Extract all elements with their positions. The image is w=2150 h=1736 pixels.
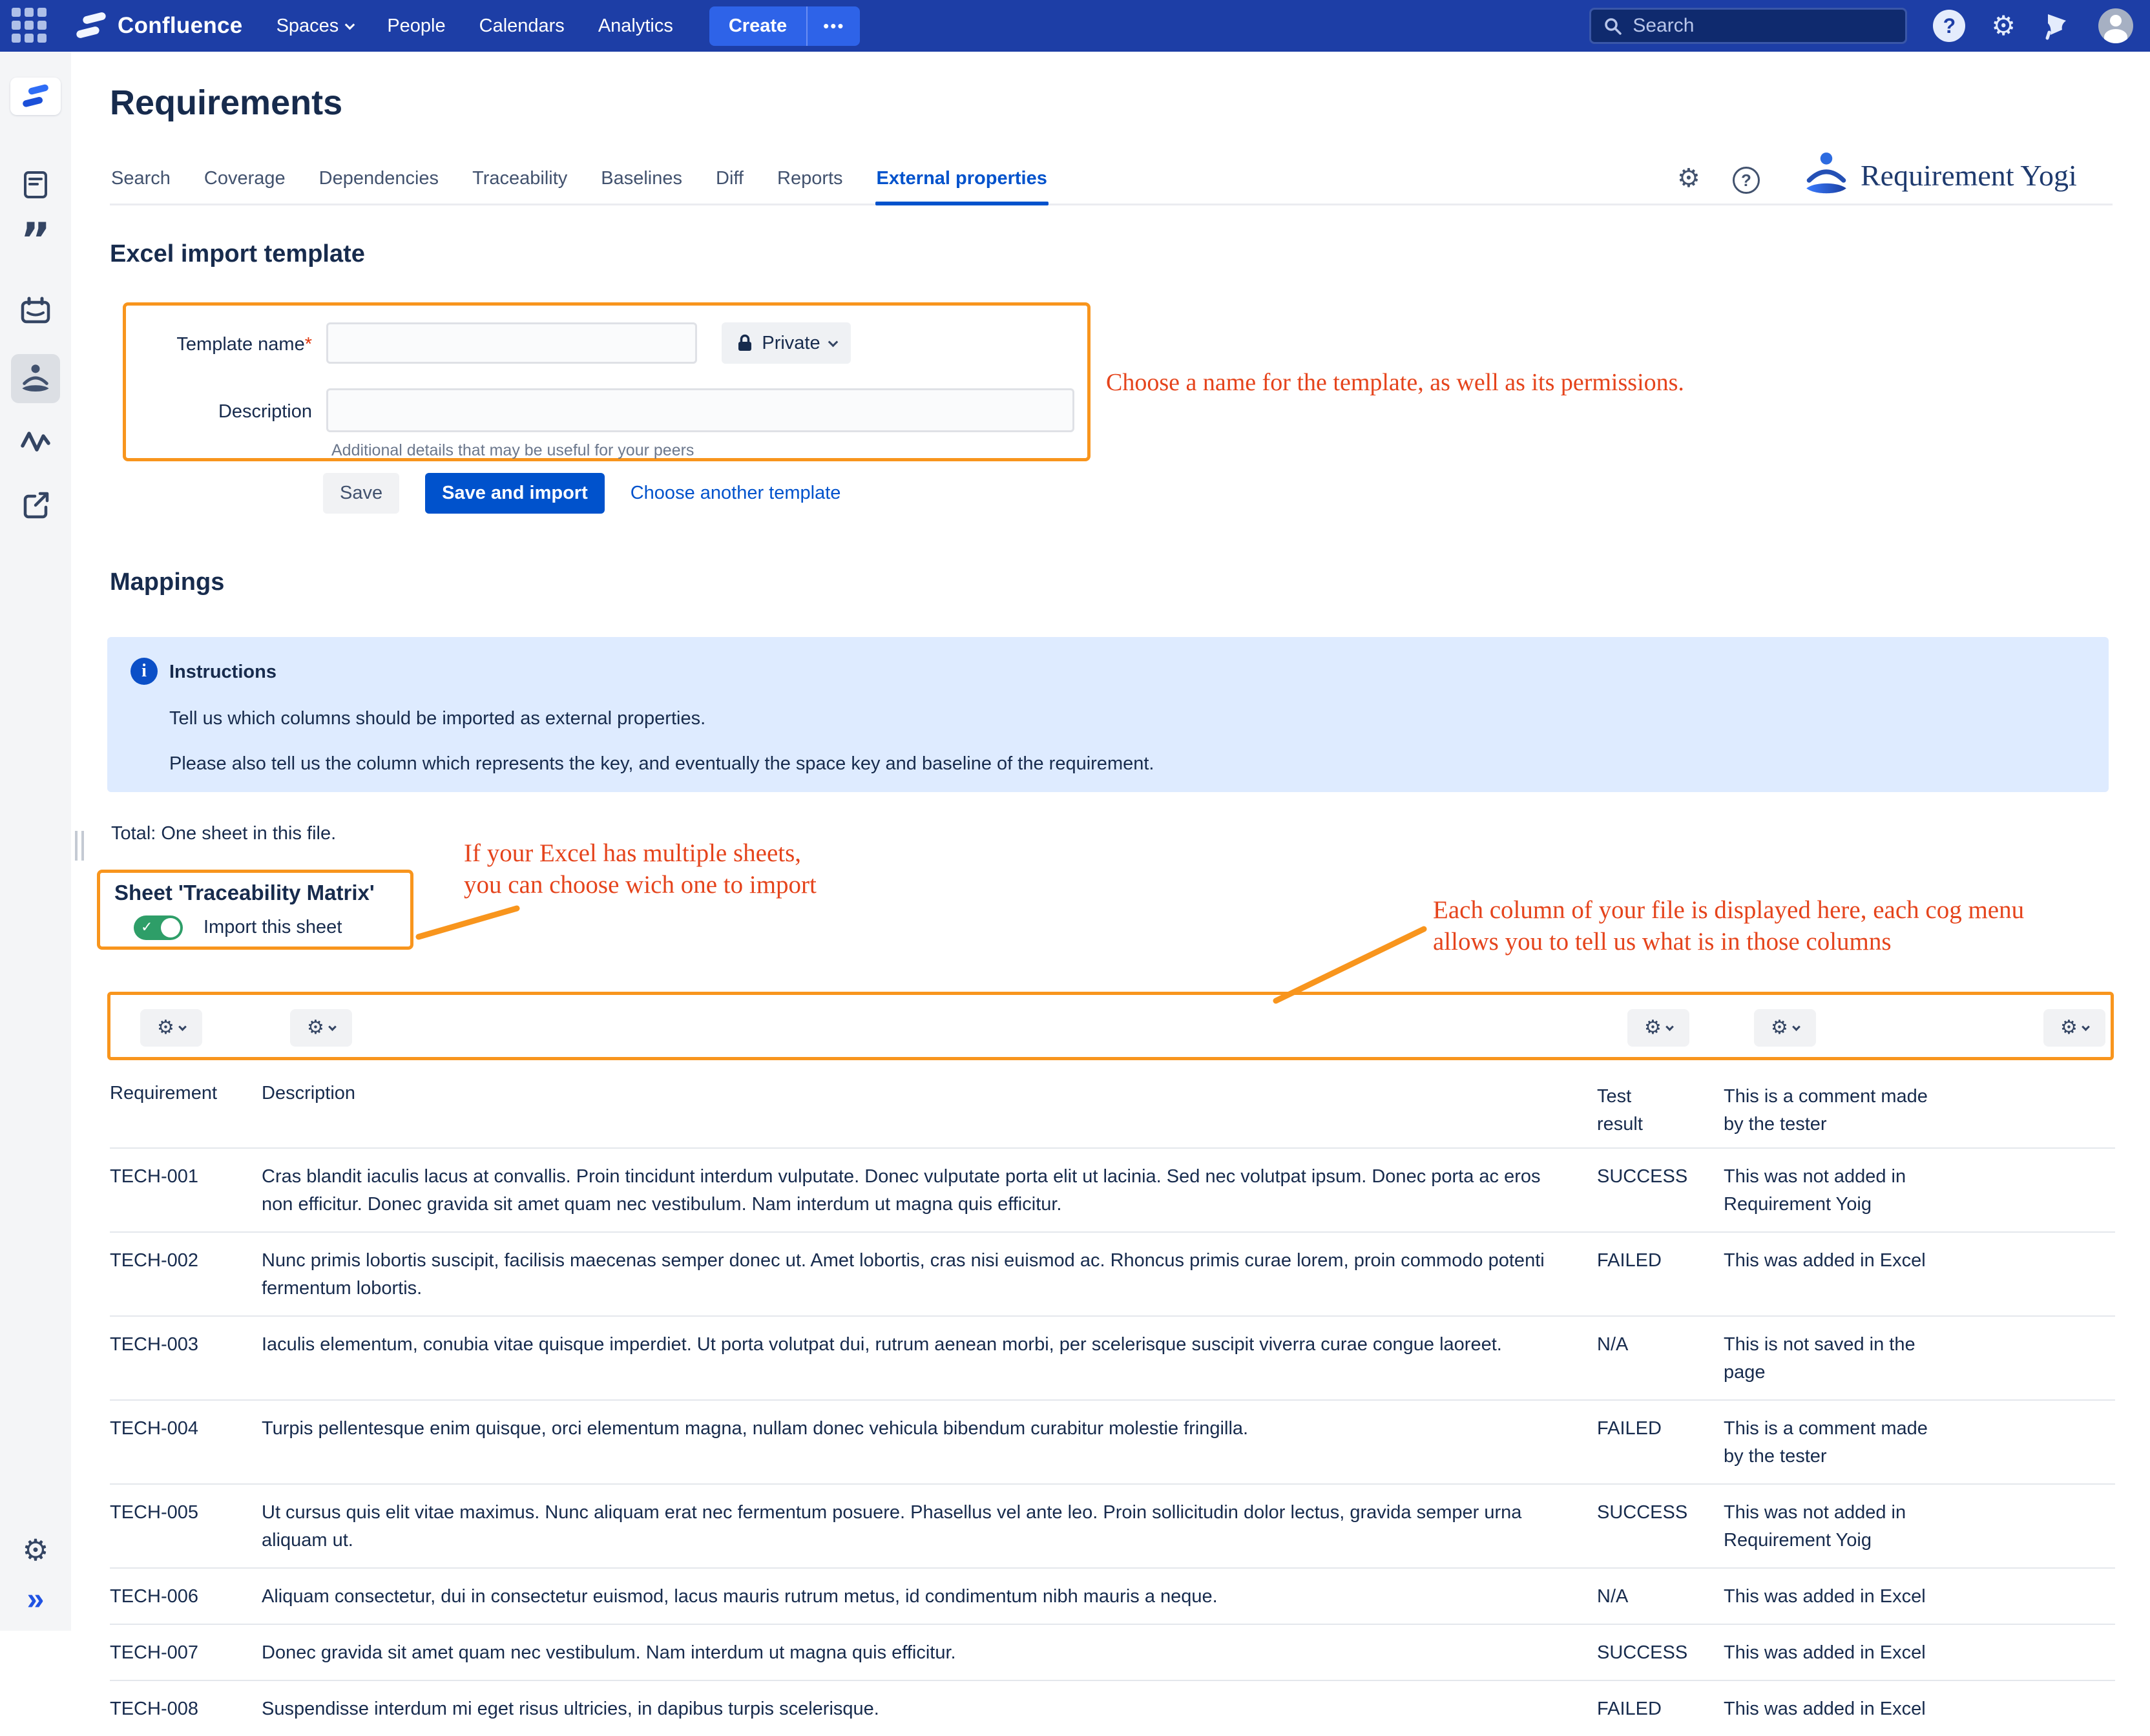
cell-description: Turpis pellentesque enim quisque, orci elementum magna, nullam donec vehicula bibendum curabitur molestie fringilla. (262, 1418, 1249, 1439)
announcement-flag-icon[interactable] (2041, 10, 2072, 41)
gear-icon: ⚙ (22, 1533, 49, 1567)
header-requirement: Requirement (110, 1083, 218, 1103)
sidebar-settings[interactable] (0, 1535, 71, 1565)
required-asterisk: * (304, 334, 312, 355)
cell-test-result: N/A (1597, 1586, 1629, 1607)
panel-drag-handle[interactable] (75, 831, 84, 861)
cell-comment: This was added in Excel (1724, 1586, 1926, 1607)
template-name-input[interactable] (326, 322, 697, 364)
info-icon: i (130, 658, 158, 685)
cell-requirement-key: TECH-008 (110, 1699, 198, 1719)
sidebar-item-requirement-yogi-active[interactable] (11, 354, 60, 403)
cell-test-result: FAILED (1597, 1699, 1662, 1719)
import-sheet-label: Import this sheet (204, 917, 342, 937)
column-cog-menu-description[interactable] (290, 1009, 352, 1047)
tab-coverage[interactable]: Coverage (204, 168, 286, 189)
confluence-logo-icon (19, 83, 52, 110)
document-icon (20, 169, 51, 200)
save-button[interactable]: Save (323, 473, 399, 514)
cell-comment: This is not saved in the page (1724, 1334, 1915, 1383)
external-link-icon (20, 490, 51, 521)
top-navigation-bar (0, 0, 2150, 52)
cog-icon: ⚙ (1644, 1017, 1662, 1038)
requirements-table-body (110, 1148, 2115, 1736)
cell-requirement-key: TECH-007 (110, 1642, 198, 1663)
yogi-logo-icon (1801, 150, 1852, 200)
sidebar-item-activity[interactable] (0, 426, 71, 457)
cog-icon: ⚙ (157, 1017, 174, 1038)
left-sidebar (0, 52, 71, 1631)
annotation-multiple-sheets: If your Excel has multiple sheets, you can choose wich one to import (464, 839, 817, 899)
annotation-cog-columns: Each column of your file is displayed here, each cog menu allows you to tell us what is in those columns (1433, 896, 2025, 956)
user-avatar[interactable] (2098, 8, 2133, 43)
instructions-line-2: Please also tell us the column which represents the key, and eventually the space key and baseline of the requirement. (169, 753, 1154, 774)
chevron-down-icon (345, 19, 355, 30)
cell-description: Suspendisse interdum mi eget risus ultricies, in dapibus turpis scelerisque. (262, 1699, 879, 1719)
sheet-title: Sheet 'Traceability Matrix' (114, 881, 375, 905)
cell-requirement-key: TECH-004 (110, 1418, 198, 1439)
chevron-down-icon (828, 337, 838, 347)
table-row[interactable] (110, 1568, 2115, 1624)
settings-gear-icon[interactable]: ⚙ (1991, 10, 2016, 41)
cell-requirement-key: TECH-005 (110, 1502, 198, 1523)
sheet-highlight-box (97, 870, 413, 950)
tab-baselines[interactable]: Baselines (601, 168, 683, 189)
cell-requirement-key: TECH-006 (110, 1586, 198, 1607)
page-title: Requirements (110, 83, 343, 122)
sidebar-item-quotes[interactable] (0, 213, 71, 267)
save-and-import-button[interactable]: Save and import (425, 473, 605, 514)
yogi-icon (19, 362, 52, 395)
global-search[interactable] (1589, 8, 1907, 44)
nav-item-analytics[interactable]: Analytics (598, 15, 673, 36)
cell-test-result: SUCCESS (1597, 1502, 1688, 1523)
more-menu-button[interactable]: ••• (806, 6, 860, 46)
search-icon (1603, 16, 1622, 36)
table-row[interactable] (110, 1680, 2115, 1736)
cell-test-result: SUCCESS (1597, 1166, 1688, 1187)
table-row[interactable] (110, 1316, 2115, 1400)
chevron-down-icon (1792, 1023, 1800, 1031)
cell-comment: This was added in Excel (1724, 1699, 1926, 1719)
column-mapping-row-highlight-box (107, 992, 2114, 1060)
brand-name: Confluence (118, 13, 243, 38)
instructions-title: Instructions (169, 662, 277, 682)
tab-external-properties[interactable]: External properties (875, 160, 1049, 204)
cell-comment: This was added in Excel (1724, 1642, 1926, 1663)
cell-test-result: FAILED (1597, 1418, 1662, 1439)
sidebar-confluence-logo[interactable] (10, 78, 61, 115)
tab-search[interactable]: Search (111, 168, 171, 189)
chevron-down-icon (2082, 1023, 2090, 1031)
excel-import-heading: Excel import template (110, 240, 365, 267)
description-label: Description (218, 401, 312, 422)
chevron-down-icon (1665, 1023, 1674, 1031)
import-sheet-toggle[interactable] (134, 915, 183, 940)
cell-test-result: SUCCESS (1597, 1642, 1688, 1663)
nav-item-calendars[interactable]: Calendars (479, 15, 565, 36)
instructions-panel (107, 637, 2109, 792)
nav-item-spaces[interactable]: Spaces (277, 16, 354, 37)
calendar-icon (19, 296, 52, 327)
table-row[interactable] (110, 1400, 2115, 1484)
column-cog-menu-requirement[interactable] (140, 1009, 202, 1047)
cell-comment: This was not added in Requirement Yoig (1724, 1166, 1906, 1215)
requirements-table (110, 1072, 2115, 1736)
cell-comment: This is a comment made by the tester (1724, 1418, 1928, 1467)
column-cog-menu-comment[interactable] (1754, 1009, 1816, 1047)
sidebar-item-calendar[interactable] (0, 296, 71, 327)
nav-item-people[interactable]: People (387, 15, 446, 36)
help-icon[interactable]: ? (1933, 10, 1965, 42)
privacy-dropdown[interactable]: Private (722, 322, 851, 364)
table-row[interactable] (110, 1624, 2115, 1680)
header-test-result: Test result (1597, 1086, 1643, 1135)
lock-icon (736, 333, 754, 353)
tab-settings-gear-icon[interactable]: ⚙ (1677, 164, 1700, 193)
annotation-template-name: Choose a name for the template, as well as its permissions. (1106, 369, 1684, 396)
description-help-text: Additional details that may be useful for your peers (331, 441, 694, 459)
search-input[interactable] (1633, 15, 1878, 37)
cog-icon: ⚙ (2060, 1017, 2078, 1038)
header-description: Description (262, 1083, 356, 1103)
app-switcher-icon[interactable] (12, 8, 48, 44)
tab-traceability[interactable]: Traceability (472, 168, 568, 189)
cell-description: Cras blandit iaculis lacus at convallis. Proin tincidunt interdum vulputate. Donec vulputate porta elit ut lacinia. Sed nec volutpat ipsum. Donec porta ac eros non efficitur. Donec gravida sit amet quam nec vestibulum. Nam interdum ut magna quis efficitur. (262, 1166, 1541, 1215)
total-sheets-text: Total: One sheet in this file. (111, 823, 337, 844)
cog-icon: ⚙ (307, 1017, 324, 1038)
sidebar-item-pages[interactable] (0, 169, 71, 200)
column-cog-menu-extra[interactable] (2043, 1009, 2105, 1047)
header-comment: This is a comment made by the tester (1724, 1086, 1928, 1135)
cell-description: Nunc primis lobortis suscipit, facilisis maecenas semper donec ut. Amet lobortis, cras nisi euismod ac. Rhoncus primis curae lorem, proin commodo potenti fermentum lobortis. (262, 1250, 1545, 1299)
create-button[interactable]: Create (709, 6, 806, 46)
table-header-row (110, 1072, 2115, 1148)
sidebar-item-external-link[interactable] (0, 490, 71, 521)
cell-requirement-key: TECH-003 (110, 1334, 198, 1355)
cog-icon: ⚙ (1771, 1017, 1788, 1038)
cell-test-result: FAILED (1597, 1250, 1662, 1271)
topnav-items (277, 16, 673, 37)
activity-wave-icon (19, 426, 52, 457)
mappings-heading: Mappings (110, 569, 225, 596)
column-cog-menu-test-result[interactable] (1627, 1009, 1689, 1047)
confluence-logo-icon (74, 10, 109, 41)
double-chevron-right-icon: » (26, 1582, 45, 1616)
tab-diff[interactable]: Diff (716, 168, 744, 189)
chevron-down-icon (328, 1023, 337, 1031)
template-name-label: Template name* (176, 334, 312, 355)
instructions-line-1: Tell us which columns should be imported as external properties. (169, 708, 706, 729)
choose-another-template-link[interactable]: Choose another template (630, 483, 841, 503)
confluence-brand[interactable] (74, 10, 243, 41)
template-form-highlight-box (123, 302, 1091, 461)
cell-requirement-key: TECH-002 (110, 1250, 198, 1271)
cell-requirement-key: TECH-001 (110, 1166, 198, 1187)
cell-description: Ut cursus quis elit vitae maximus. Nunc aliquam erat nec fermentum posuere. Phasellus vel ante leo. Proin sollicitudin dolor lectus, gravida semper urna aliquam ut. (262, 1502, 1522, 1551)
requirement-yogi-logo (1801, 150, 2077, 200)
cell-comment: This was added in Excel (1724, 1250, 1926, 1271)
tab-reports[interactable]: Reports (777, 168, 843, 189)
description-input[interactable] (326, 388, 1074, 432)
sidebar-expand[interactable] (0, 1584, 71, 1615)
tab-dependencies[interactable]: Dependencies (318, 168, 439, 189)
requirement-yogi-wordmark: Requirement Yogi (1861, 158, 2077, 192)
cell-comment: This was not added in Requirement Yoig (1724, 1502, 1906, 1551)
cell-description: Donec gravida sit amet quam nec vestibulum. Nam interdum ut magna quis efficitur. (262, 1642, 956, 1663)
cell-test-result: N/A (1597, 1334, 1629, 1355)
table-row[interactable] (110, 1484, 2115, 1568)
chevron-down-icon (178, 1023, 187, 1031)
table-row[interactable] (110, 1232, 2115, 1316)
table-row[interactable] (110, 1148, 2115, 1232)
check-icon: ✓ (141, 919, 153, 935)
cell-description: Aliquam consectetur, dui in consectetur euismod, lacus mauris rutrum metus, id condimentum nibh mauris a neque. (262, 1586, 1218, 1607)
cell-description: Iaculis elementum, conubia vitae quisque imperdiet. Ut porta volutpat dui, rutrum aenean morbi, per scelerisque suscipit viverra curae congue laoreet. (262, 1334, 1502, 1355)
tab-help-icon[interactable]: ? (1733, 167, 1760, 194)
quote-icon: ” (20, 213, 51, 267)
